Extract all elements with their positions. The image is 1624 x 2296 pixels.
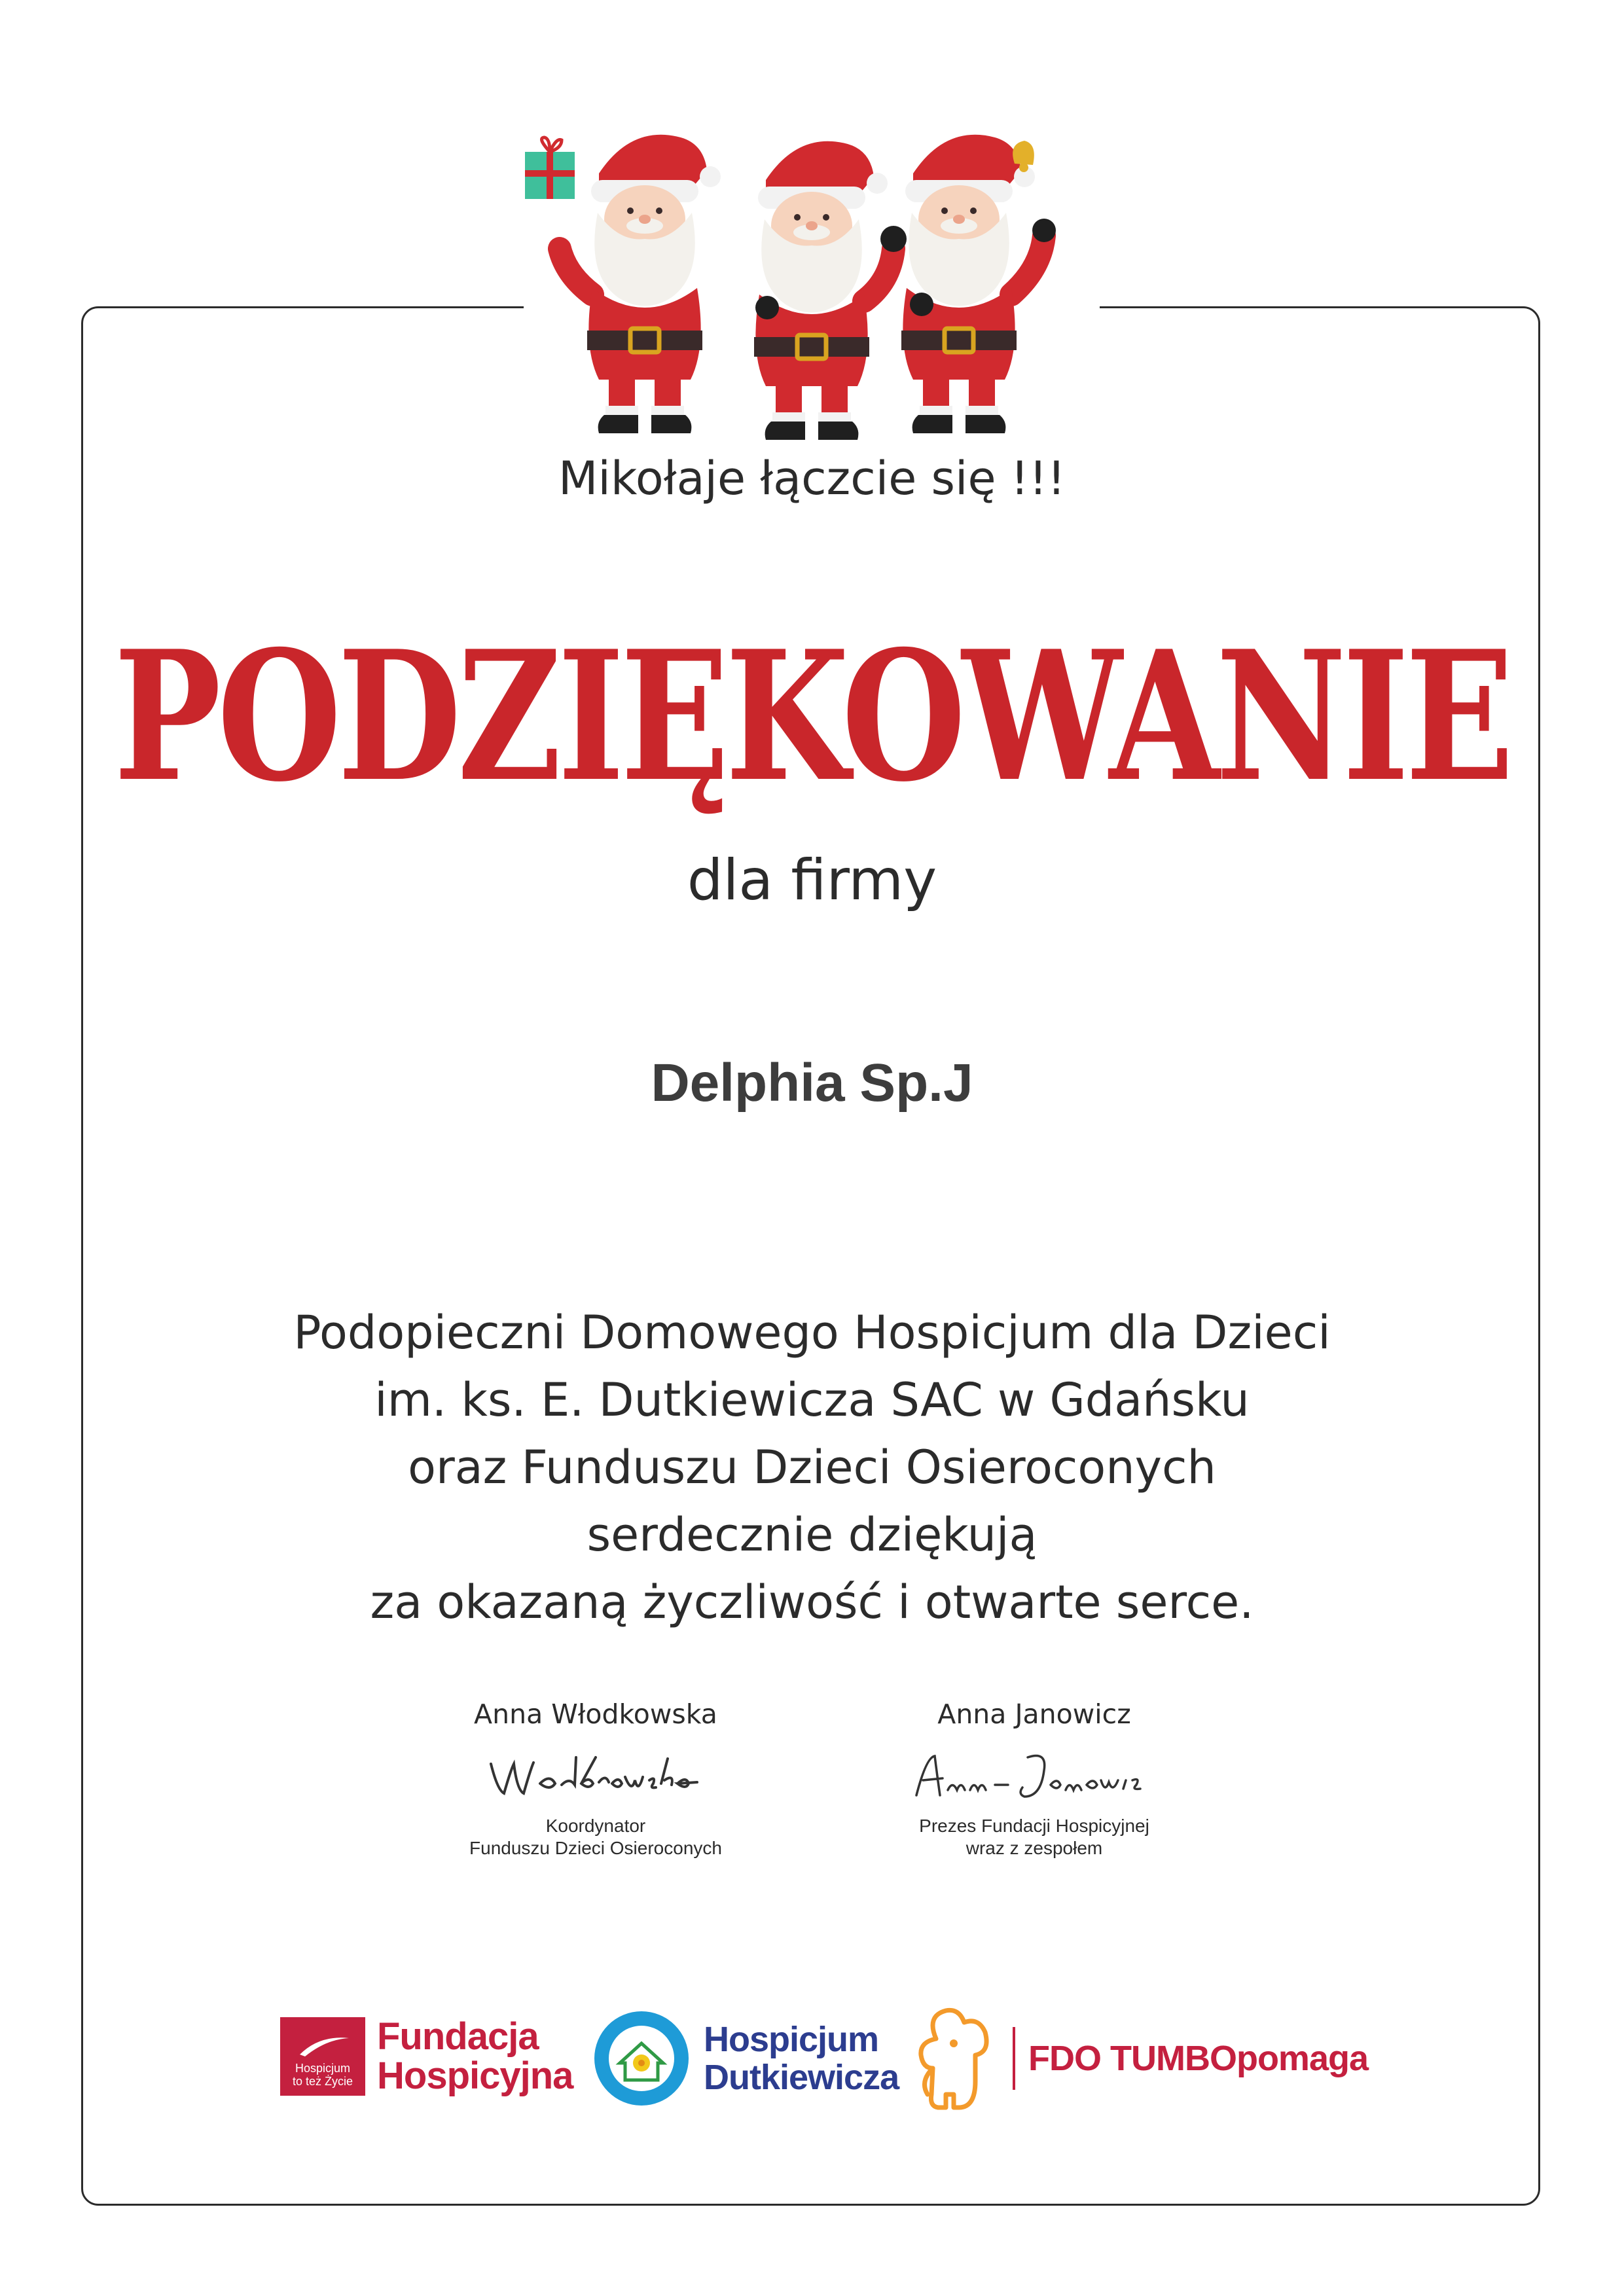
swoosh-icon [293, 2032, 352, 2058]
handwritten-signature [478, 1744, 713, 1803]
signatory-name: Anna Janowicz [937, 1698, 1131, 1730]
hospicjum-name-line: Hospicjum [704, 2020, 879, 2059]
thank-you-message [0, 1299, 1624, 1636]
tagline: Mikołaje łączcie się !!! [558, 452, 1066, 505]
hospicjum-dutkiewicza-logo [592, 2009, 899, 2108]
fundacja-name [377, 2017, 573, 2096]
certificate-frame [81, 306, 1540, 2206]
signatory-name: Anna Włodkowska [474, 1698, 717, 1730]
message-line: za okazaną życzliwość i otwarte serce. [370, 1575, 1254, 1629]
fundacja-name-line: Hospicyjna [377, 2054, 573, 2097]
fundacja-box-line: to też Życie [292, 2075, 353, 2088]
message-line: serdecznie dziękują [586, 1508, 1038, 1562]
fundacja-hospicyjna-logo [280, 2017, 573, 2096]
hospicjum-seal-icon [592, 2009, 691, 2108]
handwritten-signature [897, 1744, 1172, 1803]
certificate-title: PODZIĘKOWANIE [113, 612, 1511, 821]
role-line: Koordynator [545, 1816, 646, 1836]
message-line: Podopieczni Domowego Hospicjum dla Dzieci [293, 1306, 1331, 1359]
company-name: Delphia Sp.J [651, 1053, 973, 1113]
signature-block-wlodkowska [367, 1698, 825, 1859]
three-santas-illustration [484, 92, 1139, 445]
fundacja-name-line: Fundacja [377, 2015, 539, 2058]
logo-divider [1013, 2027, 1015, 2090]
signatory-role [367, 1815, 825, 1859]
hospicjum-name [704, 2020, 899, 2096]
signature-block-janowicz [805, 1698, 1263, 1859]
fundacja-logo-box [280, 2017, 365, 2096]
role-line: wraz z zespołem [965, 1838, 1103, 1858]
tumbo-name: FDO TUMBOpomaga [1028, 2039, 1368, 2078]
recipient-prefix: dla firmy [687, 848, 937, 913]
elephant-icon [913, 2003, 998, 2114]
fdo-tumbopomaga-logo [913, 2003, 1368, 2114]
role-line: Prezes Fundacji Hospicyjnej [919, 1816, 1149, 1836]
signatory-role [805, 1815, 1263, 1859]
fundacja-box-line: Hospicjum [295, 2062, 351, 2075]
partner-logos [0, 2003, 1624, 2134]
role-line: Funduszu Dzieci Osieroconych [469, 1838, 722, 1858]
message-line: im. ks. E. Dutkiewicza SAC w Gdańsku [374, 1373, 1250, 1427]
message-line: oraz Funduszu Dzieci Osieroconych [408, 1441, 1216, 1494]
hospicjum-name-line: Dutkiewicza [704, 2058, 899, 2097]
